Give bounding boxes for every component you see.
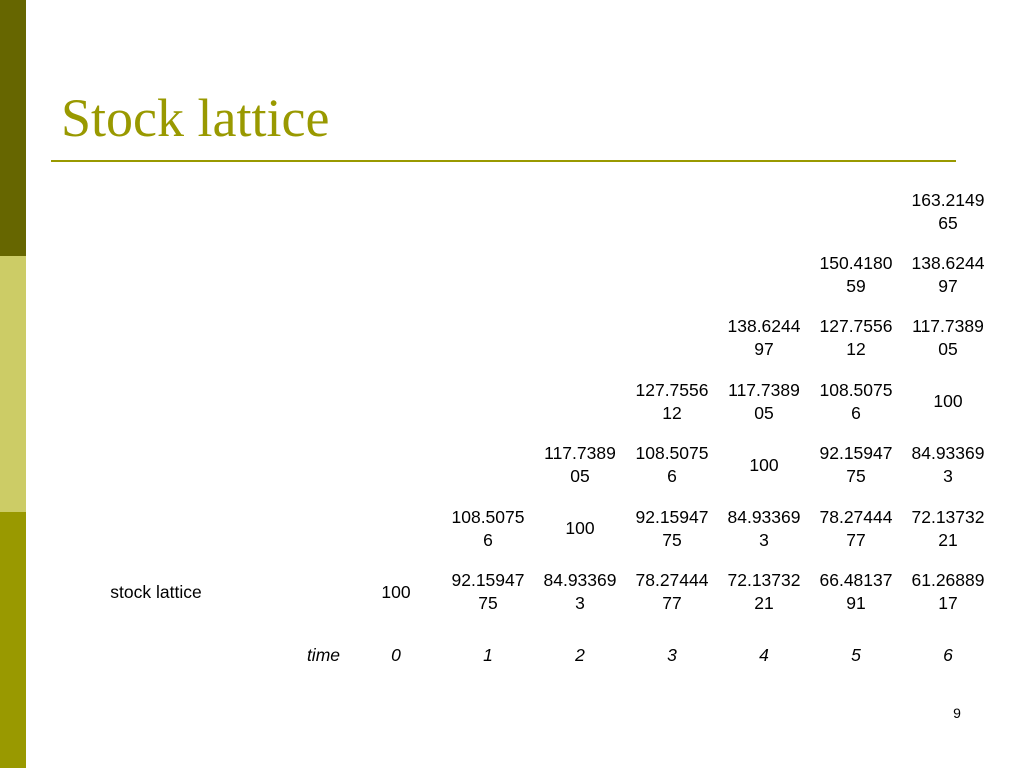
table-cell [718,434,810,497]
empty-cell [250,560,350,623]
table-cell [626,434,718,497]
empty-cell [250,180,350,243]
cell-value: 72.1373221 [911,506,985,550]
page-number: 9 [953,705,961,721]
table-cell [626,307,718,370]
cell-value: 84.933693 [911,443,985,487]
empty-cell [250,434,350,497]
table-row [62,370,994,433]
table-cell [350,434,442,497]
table-cell [442,307,534,370]
table-cell [810,243,902,306]
table-cell [442,497,534,560]
cell-value: 108.50756 [819,379,893,423]
time-step-cell: 0 [391,644,401,665]
table-cell [810,307,902,370]
table-cell [810,497,902,560]
cell-value: 117.738905 [912,316,984,360]
table-cell [350,243,442,306]
table-cell [534,497,626,560]
table-cell [442,370,534,433]
sidebar-segment-medium [0,512,26,768]
time-step-cell: 1 [483,644,493,665]
cell-value: 127.755612 [635,379,709,423]
sidebar-accent-bar [0,0,26,768]
table-cell [626,243,718,306]
cell-value: 100 [381,581,411,602]
title-divider [51,160,956,162]
table-cell [442,180,534,243]
empty-cell [250,243,350,306]
table-cell [718,243,810,306]
sidebar-segment-light [0,256,26,512]
cell-value: 100 [749,454,779,475]
empty-cell [62,370,250,433]
empty-cell [62,307,250,370]
table-cell [534,243,626,306]
table-row [62,497,994,560]
table-cell [626,180,718,243]
stock-lattice-table [62,180,994,687]
table-cell [902,497,994,560]
table-cell [534,180,626,243]
time-step-cell: 3 [667,644,677,665]
time-step-cell: 6 [943,644,953,665]
table-cell [534,370,626,433]
table-cell [350,180,442,243]
table-cell [350,370,442,433]
cell-value: 92.1594775 [451,570,525,614]
cell-value: 108.50756 [635,443,709,487]
table-cell [810,434,902,497]
cell-value: 117.738905 [728,379,800,423]
table-cell [718,560,810,623]
cell-value: 92.1594775 [819,443,893,487]
table-cell [902,180,994,243]
empty-cell [62,434,250,497]
table-cell [626,560,718,623]
table-cell [902,370,994,433]
table-row [62,560,994,623]
table-cell [718,307,810,370]
sidebar-segment-dark [0,0,26,256]
table-row [62,434,994,497]
time-row [62,624,994,687]
table-cell [902,307,994,370]
lattice-body [62,180,994,687]
table-cell [902,560,994,623]
table-cell [350,497,442,560]
table-cell [718,180,810,243]
table-cell [810,370,902,433]
table-cell [626,497,718,560]
table-cell [534,434,626,497]
cell-value: 92.1594775 [635,506,709,550]
cell-value: 127.755612 [819,316,893,360]
time-label: time [306,644,340,665]
table-row [62,243,994,306]
table-cell [626,370,718,433]
empty-cell [62,497,250,560]
empty-cell [250,370,350,433]
time-step-cell: 4 [759,644,769,665]
cell-value: 108.50756 [451,506,525,550]
table-cell [350,307,442,370]
table-cell [902,243,994,306]
cell-value: 138.624497 [911,253,985,297]
table-cell [810,180,902,243]
row-label-cell: stock lattice [110,581,202,602]
time-step-cell: 5 [851,644,861,665]
cell-value: 72.1373221 [727,570,801,614]
table-cell [718,497,810,560]
cell-value: 78.2744477 [635,570,709,614]
table-row [62,180,994,243]
table-row [62,307,994,370]
cell-value: 66.4813791 [819,570,893,614]
cell-value: 84.933693 [727,506,801,550]
cell-value: 100 [933,391,963,412]
table-cell [810,560,902,623]
time-step-cell: 2 [575,644,585,665]
table-cell [442,560,534,623]
table-cell [442,434,534,497]
empty-cell [62,624,250,687]
cell-value: 78.2744477 [819,506,893,550]
cell-value: 138.624497 [727,316,801,360]
cell-value: 61.2688917 [911,570,985,614]
table-cell [534,560,626,623]
empty-cell [62,243,250,306]
empty-cell [250,307,350,370]
table-cell [442,243,534,306]
cell-value: 84.933693 [543,570,617,614]
cell-value: 150.418059 [819,253,893,297]
empty-cell [250,497,350,560]
empty-cell [62,180,250,243]
table-cell [534,307,626,370]
cell-value: 117.738905 [544,443,616,487]
table-cell [718,370,810,433]
cell-value: 163.214965 [911,189,985,233]
table-cell [350,560,442,623]
table-cell [902,434,994,497]
slide-title: Stock lattice [61,88,330,148]
cell-value: 100 [565,518,595,539]
